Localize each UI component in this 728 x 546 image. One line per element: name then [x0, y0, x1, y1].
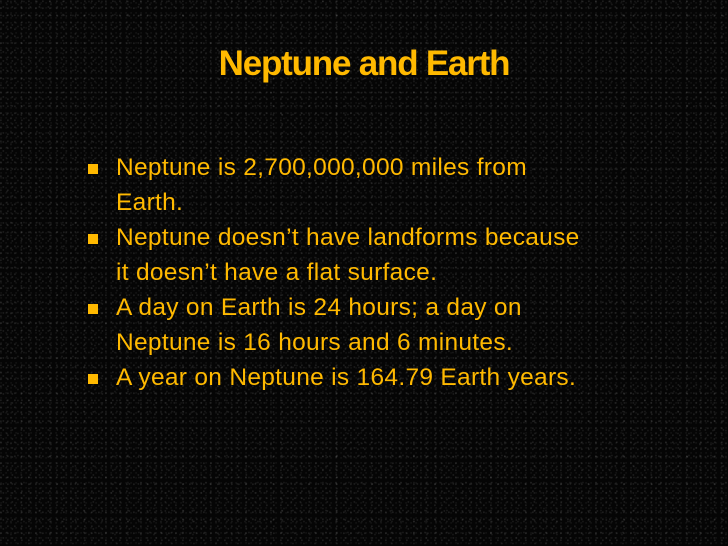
bullet-item — [88, 360, 688, 395]
bullet-line: Earth. — [116, 189, 184, 216]
bullet-line: Neptune doesn’t have landforms because — [116, 224, 580, 251]
bullet-line: A year on Neptune is 164.79 Earth years. — [116, 364, 577, 391]
square-bullet-icon — [88, 374, 98, 384]
bullet-line: it doesn’t have a flat surface. — [116, 259, 438, 286]
bullet-line: Neptune is 16 hours and 6 minutes. — [116, 329, 513, 356]
square-bullet-icon — [88, 164, 98, 174]
bullet-item — [88, 290, 688, 360]
square-bullet-icon — [88, 234, 98, 244]
bullet-item — [88, 150, 688, 220]
bullet-item — [88, 220, 688, 290]
bullet-line: Neptune is 2,700,000,000 miles from — [116, 154, 527, 181]
slide-title: Neptune and Earth — [218, 44, 510, 83]
square-bullet-icon — [88, 304, 98, 314]
bullet-list — [88, 150, 688, 395]
bullet-line: A day on Earth is 24 hours; a day on — [116, 294, 522, 321]
